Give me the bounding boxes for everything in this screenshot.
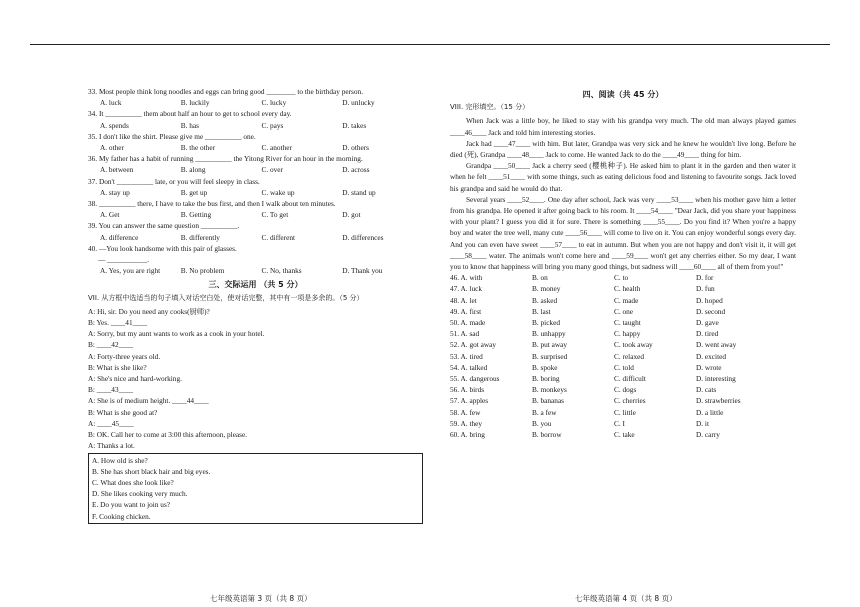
dialogue-line: B: ____42____ [88,340,134,350]
option-c: C. little [614,407,636,417]
question-stem: 37. Don't __________ late, or you will feel sleepy in class. [88,176,260,186]
option-c: C. to [614,273,629,283]
option-c: C. over [261,165,283,175]
option-c: C. pays [261,120,284,130]
option-row-51 [450,328,796,339]
option-c: C. wake up [261,187,295,197]
option-d: D. cats [696,385,717,395]
option-b: B. along [180,165,206,175]
option-c: C. happy [614,329,641,339]
option-b: B. luckily [180,98,210,108]
option-c: C. No, thanks [261,266,302,276]
option-c: C. cherries [614,396,646,406]
option-b: B. put away [532,340,568,350]
passage-paragraph: Jack had ____47____ with him. But later, Grandpa was very sick and he knew he wouldn't live long. Before he died (死), Grandpa ____48____ Jack to come. He wanted Jack to do the ____49____ thing for him. [450,138,796,160]
option-a: 52. A. got away [450,340,497,350]
option-a: A. Get [100,210,120,220]
question-options [100,187,423,198]
option-row-60 [450,429,796,440]
option-a: 60. A. bring [450,430,485,440]
option-row-59 [450,418,796,429]
option-c: C. relaxed [614,351,644,361]
option-c: C. different [261,232,296,242]
option-row-54 [450,362,796,373]
dialogue-line: A: ____45____ [88,418,134,428]
option-a: 59. A. they [450,418,483,428]
dialogue-line: B: What is she like? [88,362,147,372]
option-c: C. difficult [614,374,646,384]
option-a: 50. A. made [450,318,486,328]
option-d: D. Thank you [342,266,383,276]
option-a: 57. A. apples [450,396,489,406]
option-c: C. told [614,362,634,372]
page-footer-left: 七年级英语第 3 页（共 8 页） [210,594,312,603]
option-row-58 [450,407,796,418]
option-b: B. you [532,418,552,428]
option-row-48 [450,295,796,306]
option-b: B. the other [180,143,215,153]
option-b: B. last [532,306,551,316]
question-stem: 34. It __________ them about half an hour to get to school every day. [88,109,292,119]
option-b: B. bananas [532,396,565,406]
option-row-53 [450,351,796,362]
option-a: A. stay up [100,187,130,197]
option-d: D. strawberries [696,396,741,406]
choice-item: C. What does she look like? [92,477,174,487]
dialogue-line: A: Hi, sir. Do you need any cooks(厨师)? [88,306,210,316]
section-instruction: VIII. 完形填空。（15 分） [450,103,530,112]
section-instruction: VII. 从方框中选适当的句子填入对话空白处，使对话完整，其中有一项是多余的。（5 分） [88,293,364,302]
option-b: B. borrow [532,430,562,440]
option-row-57 [450,395,796,406]
option-a: A. spends [100,120,129,130]
option-b: B. asked [532,295,558,305]
option-b: B. Getting [180,210,212,220]
question-stem: 40. —You look handsome with this pair of glasses. [88,243,237,253]
option-b: B. on [532,273,548,283]
dialogue-line: B: Yes. ____41____ [88,318,148,328]
option-c: C. lucky [261,98,287,108]
option-row-47 [450,283,796,294]
answer-choice-box [88,453,423,524]
passage-paragraph: Grandpa ____50____ Jack a cherry seed (樱桃种子). He asked him to plant it in the garden and then water it when he felt ____51____ with some things, such as eating delicious food and listening to favourite songs. Jack loved his grandpa and said he would do that. [450,161,796,193]
option-a: A. luck [100,98,122,108]
option-c: C. dogs [614,385,637,395]
option-b: B. spoke [532,362,558,372]
dialogue-line: A: Thanks a lot. [88,441,135,451]
question-34 [88,108,423,130]
option-c: C. one [614,306,634,316]
dialogue-line: A: Sorry, but my aunt wants to work as a cook in your hotel. [88,329,265,339]
option-d: D. across [342,165,370,175]
option-d: D. interesting [696,374,736,384]
section-title: 四、阅读（共 45 分） [582,90,664,99]
option-d: D. got [342,210,361,220]
option-b: B. No problem [180,266,225,276]
option-d: D. second [696,306,726,316]
right-page [450,86,796,440]
choice-item: A. How old is she? [92,455,148,465]
option-c: C. took away [614,340,653,350]
question-37 [88,176,423,198]
dialogue [88,306,423,452]
option-c: C. health [614,284,641,294]
option-d: D. a little [696,407,724,417]
option-d: D. unlucky [342,98,375,108]
left-page [88,86,423,524]
question-40 [88,243,423,277]
option-a: 54. A. talked [450,362,488,372]
choice-item: F. Cooking chicken. [92,511,151,521]
option-d: D. others [342,143,370,153]
dialogue-line: A: She's nice and hard-working. [88,374,182,384]
choice-item: E. Do you want to join us? [92,500,171,510]
option-row-52 [450,339,796,350]
option-a: A. Yes, you are right [100,266,161,276]
question-options [100,120,423,131]
option-b: B. money [532,284,561,294]
question-33 [88,86,423,108]
choice-item: B. She has short black hair and big eyes. [92,466,211,476]
question-36 [88,153,423,175]
passage-paragraph: Several years ____52____. One day after school, Jack was very ____53____ when his mother gave him a letter from his grandpa. He opened it after going back to his room. It ____54____ "Dear Jack, did you share your happiness with your plant? I guess you did it for sure. There is something ____55____. Do you find it? When you're a happy boy and water the tree well, many cute ____56____ will come to live on it. You can enjoy wonderful songs every day. And you can even have sweet ____57____ to eat in autumn. But when you are not happy and don't visit it, it will get ____58____ water. The animals won't come here and ____59____ won't get any cherries either. So my dear, I want you to know that happiness will bring you many good things, but sadness will ____60____ all of them from you!" [450,194,796,272]
choice-item: D. She likes cooking very much. [92,489,188,499]
option-a: 47. A. luck [450,284,483,294]
option-a: 56. A. birds [450,385,485,395]
option-a: 55. A. dangerous [450,374,500,384]
dialogue-line: B: OK. Call her to come at 3:00 this afternoon, please. [88,430,248,440]
option-row-46 [450,272,796,283]
option-a: 46. A. with [450,273,483,283]
question-stem: 33. Most people think long noodles and eggs can bring good ________ to the birthday person. [88,87,364,96]
option-row-56 [450,384,796,395]
option-row-50 [450,317,796,328]
option-b: B. surprised [532,351,568,361]
top-rule [30,44,830,45]
page-footer-right: 七年级英语第 4 页（共 8 页） [575,594,677,603]
question-stem: 38. __________ there, I have to take the bus first, and then I walk about ten minutes. [88,199,336,209]
question-answer-line: — ___________. [98,255,150,265]
option-a: 51. A. sad [450,329,480,339]
option-b: B. get up [180,187,208,197]
option-a: A. between [100,165,134,175]
option-a: 49. A. first [450,306,482,316]
option-a: 53. A. tired [450,351,483,361]
question-options [100,97,423,108]
passage-paragraph: When Jack was a little boy, he liked to stay with his grandpa very much. The old man always played games ____46____ Jack and told him interesting stories. [450,116,796,137]
option-d: D. stand up [342,187,376,197]
option-c: C. another [261,143,292,153]
question-39 [88,220,423,242]
option-a: A. other [100,143,124,153]
option-b: B. a few [532,407,557,417]
question-options [100,232,423,243]
option-d: D. fun [696,284,715,294]
dialogue-line: A: Forty-three years old. [88,351,161,361]
option-d: D. wrote [696,362,722,372]
question-stem: 36. My father has a habit of running __________ the Yitong River for an hour in the morning. [88,154,363,164]
dialogue-line: B: ____43____ [88,385,134,395]
option-b: B. boring [532,374,560,384]
option-row-49 [450,306,796,317]
question-options [100,142,423,153]
option-d: D. went away [696,340,737,350]
option-d: D. gave [696,318,719,328]
option-d: D. excited [696,351,726,361]
option-c: C. made [614,295,639,305]
option-c: C. taught [614,318,641,328]
option-d: D. takes [342,120,367,130]
question-stem: 35. I don't like the shirt. Please give me __________ one. [88,131,256,141]
question-38 [88,198,423,220]
option-d: D. differences [342,232,384,242]
question-stem: 39. You can answer the same question __________. [88,221,240,231]
section-title: 三、交际运用 （共 5 分） [208,280,303,290]
option-c: C. To get [261,210,289,220]
question-35 [88,131,423,153]
option-b: B. differently [180,232,220,242]
option-d: D. carry [696,430,720,440]
option-d: D. it [696,418,709,428]
question-options [100,164,423,175]
question-options [100,209,423,220]
cloze-passage [450,115,796,272]
option-row-55 [450,373,796,384]
option-a: A. difference [100,232,139,242]
option-a: 48. A. let [450,295,477,305]
option-a: 58. A. few [450,407,481,417]
option-c: C. I [614,418,625,428]
option-d: D. hoped [696,295,723,305]
option-c: C. take [614,430,635,440]
dialogue-line: B: What is she good at? [88,407,158,417]
question-options [100,265,423,276]
option-d: D. tired [696,329,719,339]
option-b: B. monkeys [532,385,567,395]
option-b: B. picked [532,318,560,328]
option-d: D. for [696,273,714,283]
dialogue-line: A: She is of medium height. ____44____ [88,396,209,406]
option-b: B. has [180,120,199,130]
cloze-options [450,272,796,440]
option-b: B. unhappy [532,329,566,339]
